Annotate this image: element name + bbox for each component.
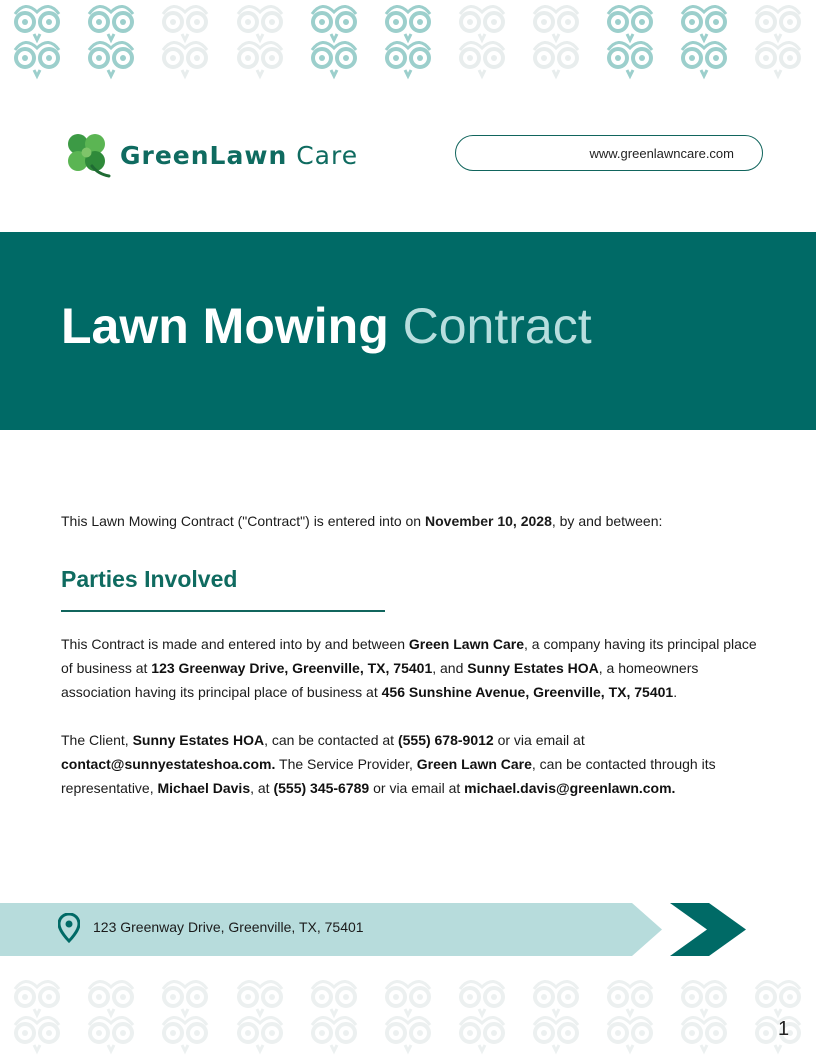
intro-after-date: , by and between: — [551, 513, 663, 529]
footer-address: 123 Greenway Drive, Greenville, TX, 75401 — [93, 919, 364, 935]
client-email: contact@sunnyestateshoa.com. — [61, 756, 276, 772]
contact-paragraph — [61, 728, 761, 800]
text-fragment: , at — [250, 780, 274, 796]
header-pattern — [0, 0, 816, 80]
brand-name-bold: GreenLawn — [120, 140, 288, 170]
client-phone: (555) 678-9012 — [397, 732, 494, 748]
brand-name — [120, 141, 358, 170]
parties-paragraph — [61, 632, 761, 704]
client-name: Sunny Estates HOA — [467, 660, 599, 676]
footer-pattern — [0, 975, 816, 1056]
text-fragment: , a homeowners association having its principal place of business at — [61, 660, 699, 700]
brand-logo — [62, 130, 358, 180]
text-fragment: or via email at — [493, 732, 585, 748]
provider-address: 123 Greenway Drive, Greenville, TX, 75401 — [151, 660, 433, 676]
provider-name: Green Lawn Care — [408, 636, 525, 652]
text-fragment: , a company having its principal place of business at — [61, 636, 757, 676]
ornament-pattern-icon — [0, 975, 816, 1056]
text-fragment: , and — [432, 660, 468, 676]
text-fragment: , can be contacted through its representative, — [61, 756, 716, 796]
representative-email: michael.davis@greenlawn.com. — [464, 780, 676, 796]
page-title — [61, 296, 592, 356]
text-fragment: The Service Provider, — [275, 756, 417, 772]
contract-date: November 10, 2028 — [425, 513, 552, 529]
client-name: Sunny Estates HOA — [132, 732, 265, 748]
brand-name-light: Care — [296, 140, 359, 170]
client-address: 456 Sunshine Avenue, Greenville, TX, 75401 — [381, 684, 674, 700]
text-fragment: This Contract is made and entered into by and between — [61, 636, 409, 652]
page-title-strong: Lawn Mowing — [61, 298, 389, 354]
text-fragment: . — [673, 684, 678, 700]
representative-name: Michael Davis — [157, 780, 251, 796]
page-title-light: Contract — [402, 298, 592, 354]
title-banner — [0, 232, 816, 430]
section-divider — [61, 610, 385, 612]
text-fragment: or via email at — [369, 780, 465, 796]
section-heading-parties: Parties Involved — [61, 566, 238, 592]
clover-icon — [62, 130, 112, 180]
website-link[interactable]: www.greenlawncare.com — [455, 135, 763, 171]
page-number: 1 — [778, 1018, 790, 1040]
ornament-pattern-icon — [0, 0, 816, 80]
location-pin-icon — [58, 913, 80, 943]
text-fragment: The Client, — [61, 732, 133, 748]
text-fragment: , can be contacted at — [264, 732, 398, 748]
intro-text — [61, 510, 761, 532]
provider-name: Green Lawn Care — [416, 756, 532, 772]
representative-phone: (555) 345-6789 — [273, 780, 370, 796]
intro-before-date: This Lawn Mowing Contract ("Contract") is entered into on — [61, 513, 425, 529]
